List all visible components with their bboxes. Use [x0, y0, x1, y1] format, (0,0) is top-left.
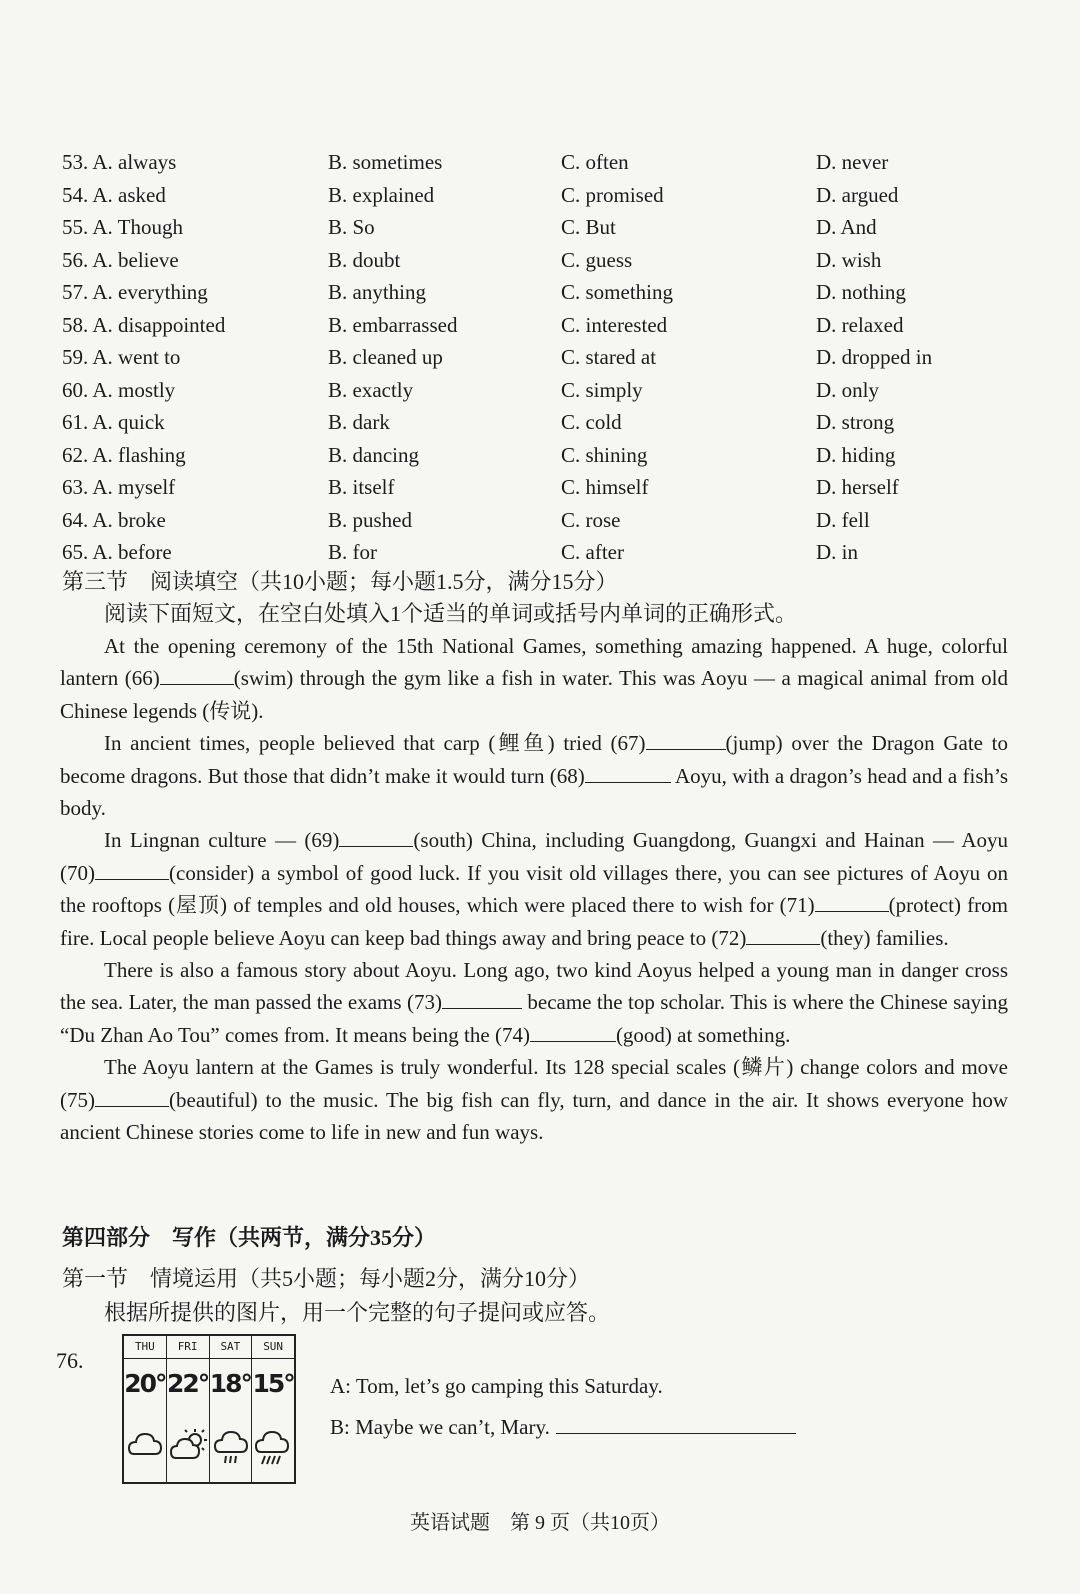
answer-blank-67[interactable] — [646, 731, 726, 750]
dialog-line-b — [330, 1415, 796, 1440]
option-c: C. after — [561, 540, 624, 564]
option-row-59 — [62, 341, 1022, 374]
options-grid — [62, 146, 1022, 569]
option-row-63 — [62, 471, 1022, 504]
text: (south) China, including Guangdong, Guangxi and Hainan — Aoyu (70) — [60, 828, 1008, 885]
option-row-65 — [62, 536, 1022, 569]
option-a: 65. A. before — [62, 540, 172, 564]
option-row-61 — [62, 406, 1022, 439]
temperature: 18° — [209, 1369, 252, 1398]
text: (protect) from fire. Local people believe Aoyu can keep bad things away and bring peace to (72) — [60, 893, 1008, 950]
text: In Lingnan culture — (69) — [104, 828, 340, 853]
option-d: D. fell — [816, 507, 870, 532]
option-a: 55. A. Though — [62, 215, 183, 239]
option-a: 58. A. disappointed — [62, 312, 226, 337]
answer-line-76[interactable] — [556, 1419, 796, 1434]
forecast-day — [210, 1336, 253, 1482]
option-c: C. simply — [561, 377, 643, 402]
paragraph-2 — [60, 727, 1008, 824]
text: There is also a famous story about Aoyu. Long ago, two kind Aoyus helped a young man in danger cross the sea. Later, the man passed the exams (73) — [60, 958, 1008, 1015]
answer-blank-70[interactable] — [95, 861, 169, 880]
text: became the top scholar. This is where the Chinese saying “Du Zhan Ao Tou” comes from. It means being the (74) — [60, 990, 1008, 1047]
option-b: B. itself — [328, 475, 395, 499]
answer-blank-68[interactable] — [585, 764, 671, 783]
part-4-section-1-instruction: 根据所提供的图片，用一个完整的句子提问或应答。 — [104, 1300, 611, 1325]
option-c: C. guess — [561, 247, 633, 272]
option-b: B. dancing — [328, 442, 419, 467]
option-b: B. cleaned up — [328, 345, 443, 369]
option-a: 63. A. myself — [62, 475, 176, 499]
option-c: C. often — [561, 150, 629, 174]
option-a: 56. A. believe — [62, 247, 179, 272]
forecast-day — [124, 1336, 167, 1482]
option-b: B. sometimes — [328, 150, 443, 174]
option-row-55 — [62, 211, 1022, 244]
option-row-56 — [62, 244, 1022, 277]
temperature: 22° — [166, 1369, 209, 1398]
option-c: C. cold — [561, 410, 622, 434]
option-c: C. rose — [561, 507, 621, 532]
section-3-title: 第三节 阅读填空（共10小题；每小题1.5分，满分15分） — [62, 569, 618, 594]
option-row-60 — [62, 374, 1022, 407]
day-label: SUN — [252, 1336, 294, 1359]
option-c: C. stared at — [561, 345, 657, 369]
answer-blank-75[interactable] — [95, 1088, 169, 1107]
option-b: B. embarrassed — [328, 312, 458, 337]
option-d: D. argued — [816, 182, 899, 207]
option-b: B. doubt — [328, 247, 401, 272]
option-d: D. dropped in — [816, 345, 933, 369]
cloudy-icon — [127, 1428, 163, 1462]
option-d: D. in — [816, 540, 858, 564]
option-b: B. anything — [328, 280, 426, 304]
option-c: C. himself — [561, 475, 649, 499]
day-label: THU — [124, 1336, 166, 1359]
option-a: 61. A. quick — [62, 410, 165, 434]
temperature: 20° — [124, 1369, 166, 1398]
option-row-57 — [62, 276, 1022, 309]
option-row-53 — [62, 146, 1022, 179]
option-d: D. And — [816, 215, 877, 239]
option-a: 64. A. broke — [62, 507, 166, 532]
paragraph-1 — [60, 630, 1008, 727]
question-number-76: 76. — [56, 1348, 84, 1373]
text: At the opening ceremony of the 15th National Games, something amazing happened. A huge, colorful lantern (66) — [60, 634, 1008, 691]
option-d: D. relaxed — [816, 312, 904, 337]
option-b: B. pushed — [328, 507, 412, 532]
option-d: D. strong — [816, 410, 895, 434]
option-c: C. But — [561, 215, 616, 239]
option-a: 54. A. asked — [62, 182, 166, 207]
option-row-58 — [62, 309, 1022, 342]
answer-blank-72[interactable] — [746, 926, 820, 945]
section-3-instruction: 阅读下面短文，在空白处填入1个适当的单词或括号内单词的正确形式。 — [104, 601, 798, 626]
option-d: D. never — [816, 150, 889, 174]
option-a: 57. A. everything — [62, 280, 208, 304]
day-label: SAT — [210, 1336, 252, 1359]
option-d: D. hiding — [816, 442, 896, 467]
text: (they) families. — [820, 925, 949, 950]
answer-blank-74[interactable] — [530, 1023, 616, 1042]
text: Aoyu, with a dragon’s head and a fish’s body. — [60, 763, 1009, 821]
part-4-section-1-title: 第一节 情境运用（共5小题；每小题2分，满分10分） — [62, 1266, 591, 1291]
page-footer: 英语试题 第 9 页（共10页） — [410, 1512, 670, 1534]
option-row-54 — [62, 179, 1022, 212]
paragraph-3 — [60, 824, 1008, 954]
option-d: D. herself — [816, 475, 899, 499]
option-b: B. dark — [328, 410, 390, 434]
option-b: B. exactly — [328, 377, 414, 402]
dialog-line-a: A: Tom, let’s go camping this Saturday. — [330, 1374, 663, 1398]
option-d: D. wish — [816, 247, 882, 272]
option-b: B. explained — [328, 182, 435, 207]
answer-blank-71[interactable] — [815, 893, 889, 912]
option-a: 53. A. always — [62, 150, 177, 174]
option-b: B. So — [328, 215, 375, 239]
option-c: C. interested — [561, 312, 668, 337]
text: In ancient times, people believed that carp (鲤鱼) tried (67) — [104, 731, 646, 756]
forecast-day — [167, 1336, 210, 1482]
option-a: 62. A. flashing — [62, 442, 186, 467]
paragraph-5 — [60, 1051, 1008, 1148]
dialog-line-b-text: B: Maybe we can’t, Mary. — [330, 1415, 550, 1439]
text: (swim) through the gym like a fish in water. This was Aoyu — a magical animal from old Chinese legends (传说). — [60, 666, 1008, 723]
option-a: 59. A. went to — [62, 345, 181, 369]
weather-forecast-image — [122, 1334, 296, 1484]
part-4-title: 第四部分 写作（共两节，满分35分） — [62, 1225, 437, 1250]
forecast-day — [252, 1336, 294, 1482]
option-c: C. something — [561, 280, 674, 304]
rain-icon — [213, 1428, 249, 1466]
heavy-rain-icon — [255, 1428, 289, 1466]
paragraph-4 — [60, 954, 1008, 1051]
answer-blank-73[interactable] — [442, 990, 522, 1009]
partly-sunny-icon — [170, 1428, 208, 1462]
option-c: C. promised — [561, 182, 664, 207]
text: (consider) a symbol of good luck. If you visit old villages there, you can see pictures of Aoyu on the rooftops (屋顶) of temples and old houses, which were placed there to wish for (71) — [60, 860, 1008, 918]
temperature: 15° — [252, 1369, 294, 1398]
text: (jump) over the Dragon Gate to become dragons. But those that didn’t make it would turn (68) — [60, 731, 1008, 788]
option-c: C. shining — [561, 442, 648, 467]
reading-passage — [60, 630, 1008, 1149]
day-label: FRI — [167, 1336, 209, 1359]
answer-blank-69[interactable] — [339, 828, 413, 847]
text: (beautiful) to the music. The big fish can fly, turn, and dance in the air. It shows everyone how ancient Chinese stories come to life in new and fun ways. — [60, 1087, 1008, 1145]
option-b: B. for — [328, 540, 377, 564]
option-d: D. only — [816, 377, 879, 402]
option-d: D. nothing — [816, 280, 906, 304]
option-a: 60. A. mostly — [62, 377, 176, 402]
option-row-64 — [62, 504, 1022, 537]
text: (good) at something. — [615, 1022, 791, 1047]
answer-blank-66[interactable] — [160, 666, 234, 685]
option-row-62 — [62, 439, 1022, 472]
text: The Aoyu lantern at the Games is truly wonderful. Its 128 special scales (鳞片) change colors and move (75) — [60, 1055, 1008, 1112]
